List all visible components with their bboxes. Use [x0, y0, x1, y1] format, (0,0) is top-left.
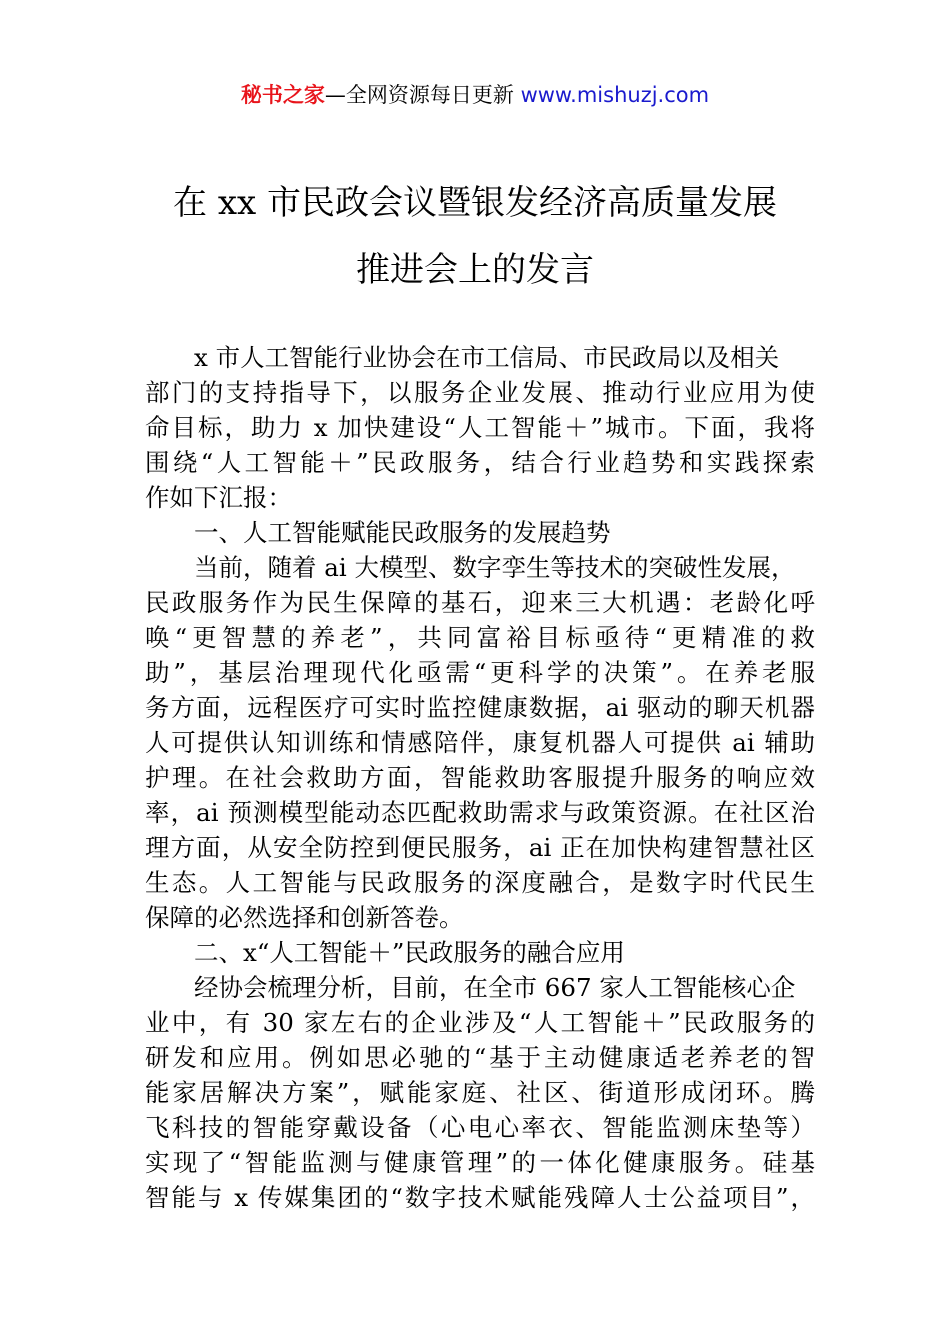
body-line: 作如下汇报： [145, 483, 292, 512]
document-body [145, 340, 815, 1215]
body-line: 生态。人工智能与民政服务的深度融合，是数字时代民生 [145, 868, 815, 897]
body-line: 智能与 x 传媒集团的“数字技术赋能残障人士公益项目”， [145, 1183, 815, 1212]
site-header [0, 80, 950, 110]
body-line: 率，ai 预测模型能动态匹配救助需求与政策资源。在社区治 [145, 798, 815, 827]
body-line: 业中，有 30 家左右的企业涉及“人工智能＋”民政服务的 [145, 1008, 815, 1037]
body-line: 保障的必然选择和创新答卷。 [145, 903, 464, 932]
body-line: x 市人工智能行业协会在市工信局、市民政局以及相关 [194, 343, 780, 372]
body-line: 唤“更智慧的养老”，共同富裕目标亟待“更精准的救 [145, 623, 815, 652]
body-line: 命目标，助力 x 加快建设“人工智能＋”城市。下面，我将 [145, 413, 815, 442]
body-line: 当前，随着 ai 大模型、数字孪生等技术的突破性发展， [194, 553, 796, 582]
section-heading-1: 一、人工智能赋能民政服务的发展趋势 [194, 518, 611, 547]
document-title-line-2: 推进会上的发言 [356, 250, 594, 290]
site-url-link[interactable]: www.mishuzj.com [520, 83, 710, 107]
body-line: 护理。在社会救助方面，智能救助客服提升服务的响应效 [145, 763, 815, 792]
body-line: 研发和应用。例如思必驰的“基于主动健康适老养老的智 [145, 1043, 815, 1072]
body-line: 实现了“智能监测与健康管理”的一体化健康服务。硅基 [145, 1148, 815, 1177]
body-line: 围绕“人工智能＋”民政服务，结合行业趋势和实践探索 [145, 448, 815, 477]
body-line: 民政服务作为民生保障的基石，迎来三大机遇：老龄化呼 [145, 588, 815, 617]
body-line: 人可提供认知训练和情感陪伴，康复机器人可提供 ai 辅助 [145, 728, 815, 757]
body-line: 经协会梳理分析，目前，在全市 667 家人工智能核心企 [194, 973, 796, 1002]
body-line: 能家居解决方案”，赋能家庭、社区、街道形成闭环。腾 [145, 1078, 815, 1107]
site-brand: 秘书之家 [240, 83, 325, 107]
body-line: 务方面，远程医疗可实时监控健康数据，ai 驱动的聊天机器 [145, 693, 815, 722]
body-line: 飞科技的智能穿戴设备（心电心率衣、智能监测床垫等） [145, 1113, 815, 1142]
body-line: 理方面，从安全防控到便民服务，ai 正在加快构建智慧社区 [145, 833, 815, 862]
body-line: 助”，基层治理现代化亟需“更科学的决策”。在养老服 [145, 658, 815, 687]
document-title-line-1: 在 xx 市民政会议暨银发经济高质量发展 [173, 183, 777, 223]
site-tagline: —全网资源每日更新 [324, 83, 521, 107]
section-heading-2: 二、x“人工智能＋”民政服务的融合应用 [194, 938, 625, 967]
body-line: 部门的支持指导下，以服务企业发展、推动行业应用为使 [145, 378, 815, 407]
